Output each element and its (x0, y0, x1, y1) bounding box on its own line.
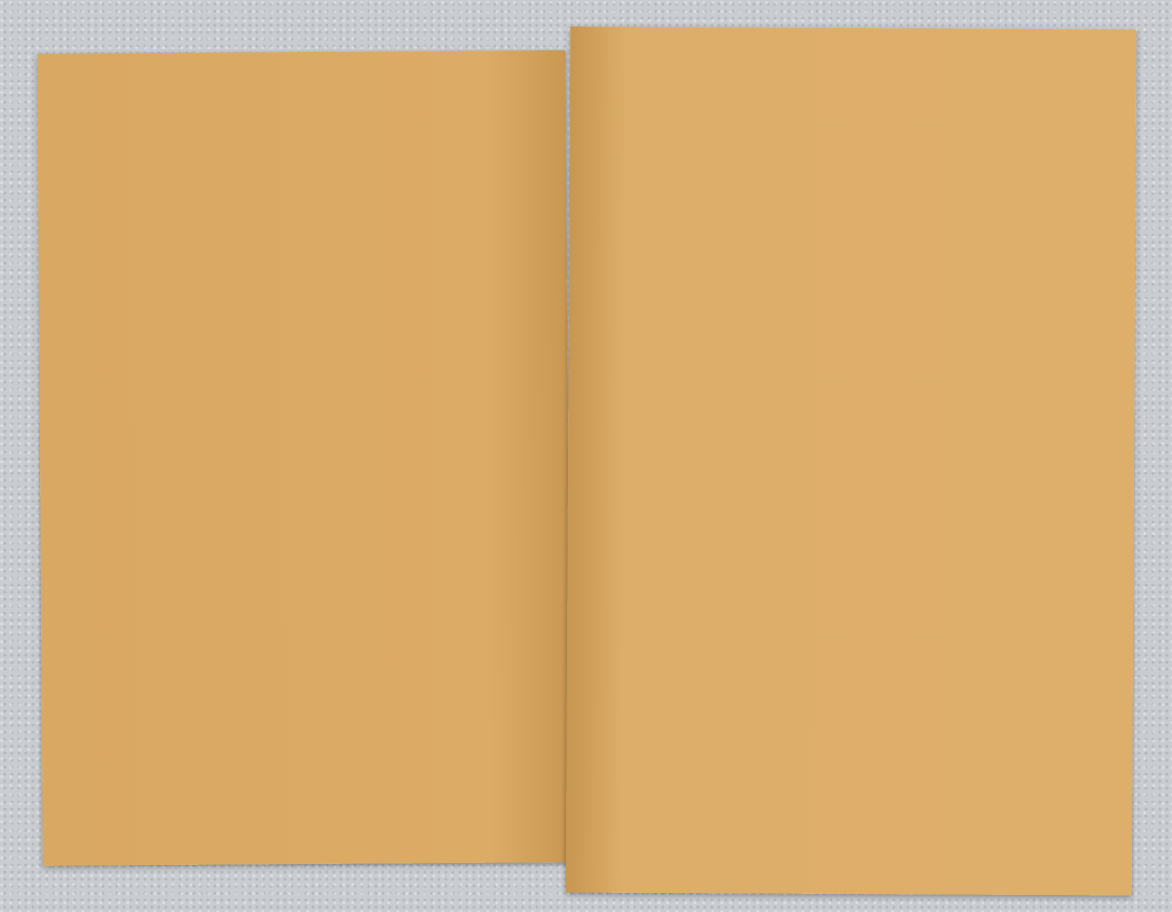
quotes-list (570, 27, 1136, 30)
distance-events-list (37, 50, 565, 54)
right-page (566, 27, 1137, 896)
official-distance-heading (41, 554, 569, 558)
left-page (37, 50, 571, 866)
footer-quote-right (566, 781, 1132, 784)
distance-events-heading (41, 664, 569, 668)
footer-quote-left (42, 761, 570, 765)
world-records-heading (41, 538, 569, 542)
sputter-title (570, 70, 1136, 73)
distance-records-list (37, 50, 565, 54)
